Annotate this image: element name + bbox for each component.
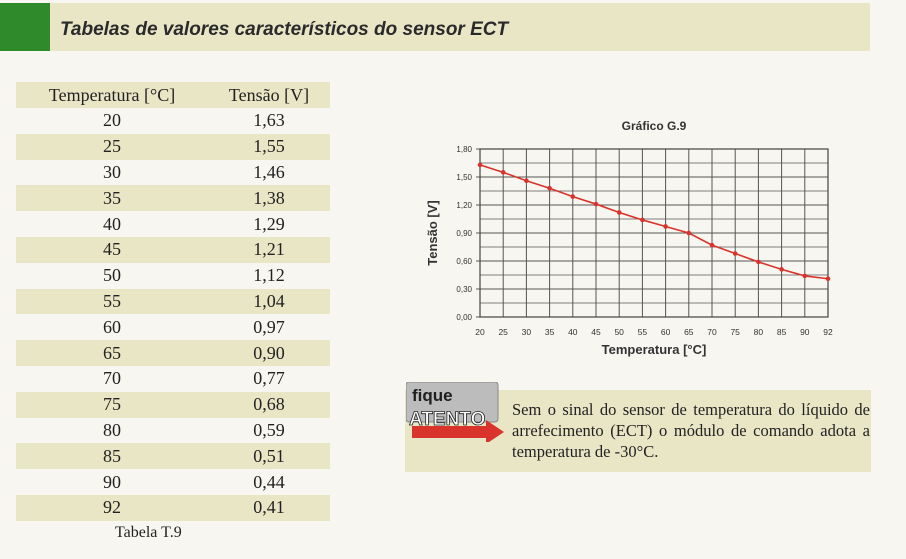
voltage-cell: 0,68 (208, 392, 330, 418)
temperature-cell: 75 (16, 392, 208, 418)
temperature-cell: 50 (103, 265, 122, 286)
x-tick-label: 50 (614, 327, 624, 337)
data-point (547, 186, 552, 191)
temperature-cell: 80 (103, 419, 122, 440)
table-row (16, 185, 330, 211)
voltage-cell: 0,41 (208, 495, 330, 521)
temperature-cell: 65 (16, 340, 208, 366)
data-point (779, 267, 784, 272)
values-table (16, 82, 330, 521)
x-tick-label: 75 (730, 327, 740, 337)
header-bar (0, 3, 870, 51)
voltage-cell: 0,59 (253, 419, 285, 440)
temperature-cell: 90 (103, 471, 122, 492)
data-point (687, 231, 692, 236)
voltage-cell: 1,38 (208, 185, 330, 211)
voltage-cell: 1,63 (253, 110, 285, 131)
x-tick-label: 65 (684, 327, 694, 337)
y-tick-label: 0,30 (456, 285, 472, 294)
temperature-cell: 35 (16, 185, 208, 211)
table-row (16, 160, 330, 186)
column-header-temperature: Temperatura [°C] (16, 82, 208, 108)
data-point (710, 243, 715, 248)
data-point (663, 224, 668, 229)
table-row (16, 340, 330, 366)
voltage-cell: 0,97 (253, 316, 285, 337)
table-row (16, 469, 330, 495)
x-tick-label: 92 (823, 327, 833, 337)
table-row (16, 108, 330, 134)
data-point (571, 194, 576, 199)
table-row (16, 366, 330, 392)
temperature-cell: 92 (16, 495, 208, 521)
temperature-cell: 70 (103, 368, 122, 389)
column-header-voltage: Tensão [V] (208, 82, 330, 108)
chart-title: Gráfico G.9 (621, 119, 687, 133)
y-axis-label: Tensão [V] (425, 200, 440, 266)
x-tick-label: 60 (660, 327, 671, 337)
y-tick-label: 1,50 (456, 173, 472, 182)
temperature-cell: 30 (103, 161, 122, 182)
table-row (16, 392, 330, 418)
fique-atento-badge (406, 382, 506, 442)
table-row (16, 418, 330, 444)
y-tick-label: 1,20 (456, 201, 472, 210)
voltage-cell: 1,12 (253, 265, 285, 286)
y-tick-label: 0,90 (456, 229, 472, 238)
table-row (16, 237, 330, 263)
data-point (594, 202, 599, 207)
temperature-cell: 45 (16, 237, 208, 263)
temperature-cell: 55 (16, 289, 208, 315)
data-point (733, 251, 738, 256)
voltage-cell: 1,55 (208, 134, 330, 160)
y-tick-label: 1,80 (456, 145, 472, 154)
temperature-cell: 40 (103, 213, 122, 234)
table-row (16, 134, 330, 160)
voltage-cell: 1,04 (208, 289, 330, 315)
data-point (501, 170, 506, 175)
temperature-cell: 20 (103, 110, 122, 131)
x-tick-label: 90 (800, 327, 810, 337)
table-row (16, 443, 330, 469)
x-tick-label: 35 (544, 327, 555, 337)
x-tick-label: 30 (521, 327, 532, 337)
series-line (480, 165, 828, 279)
data-point (803, 274, 808, 279)
x-tick-label: 25 (498, 327, 508, 337)
table-caption: Tabela T.9 (115, 524, 182, 541)
x-tick-label: 55 (637, 327, 648, 337)
data-point (640, 218, 645, 223)
temperature-cell: 25 (16, 134, 208, 160)
data-point (756, 260, 761, 265)
x-tick-label: 80 (753, 327, 764, 337)
badge-top-text: fique (412, 386, 453, 405)
data-point (478, 163, 483, 168)
y-tick-label: 0,60 (456, 257, 472, 266)
voltage-cell: 0,44 (253, 471, 285, 492)
table-row (16, 211, 330, 237)
voltage-cell: 1,46 (253, 161, 285, 182)
data-point (524, 178, 529, 183)
table-row (16, 263, 330, 289)
voltage-temperature-chart (420, 112, 840, 362)
temperature-cell: 60 (103, 316, 122, 337)
header-accent-block (0, 3, 50, 51)
x-tick-label: 20 (475, 327, 485, 337)
y-tick-label: 0,00 (456, 313, 472, 322)
voltage-cell: 0,77 (253, 368, 285, 389)
page-title: Tabelas de valores característicos do sensor ECT (60, 19, 509, 40)
data-point (617, 210, 622, 215)
x-axis-label: Temperatura [°C] (601, 342, 707, 357)
table-body (16, 108, 330, 521)
temperature-cell: 85 (16, 443, 208, 469)
voltage-cell: 0,90 (208, 340, 330, 366)
x-tick-label: 85 (776, 327, 787, 337)
x-tick-label: 45 (591, 327, 601, 337)
table-header-row (16, 82, 330, 108)
table-row (16, 314, 330, 340)
x-tick-label: 40 (568, 327, 578, 337)
note-text: Sem o sinal do sensor de temperatura do líquido de arrefecimento (ECT) o módulo de comando adota a temperatura de -30°C. (512, 400, 870, 461)
badge-bottom-text: ATENTO (409, 409, 486, 430)
x-tick-label: 70 (707, 327, 717, 337)
voltage-cell: 1,29 (253, 213, 285, 234)
table-row (16, 289, 330, 315)
voltage-cell: 1,21 (208, 237, 330, 263)
data-point (826, 276, 831, 281)
table-row (16, 495, 330, 521)
voltage-cell: 0,51 (208, 443, 330, 469)
